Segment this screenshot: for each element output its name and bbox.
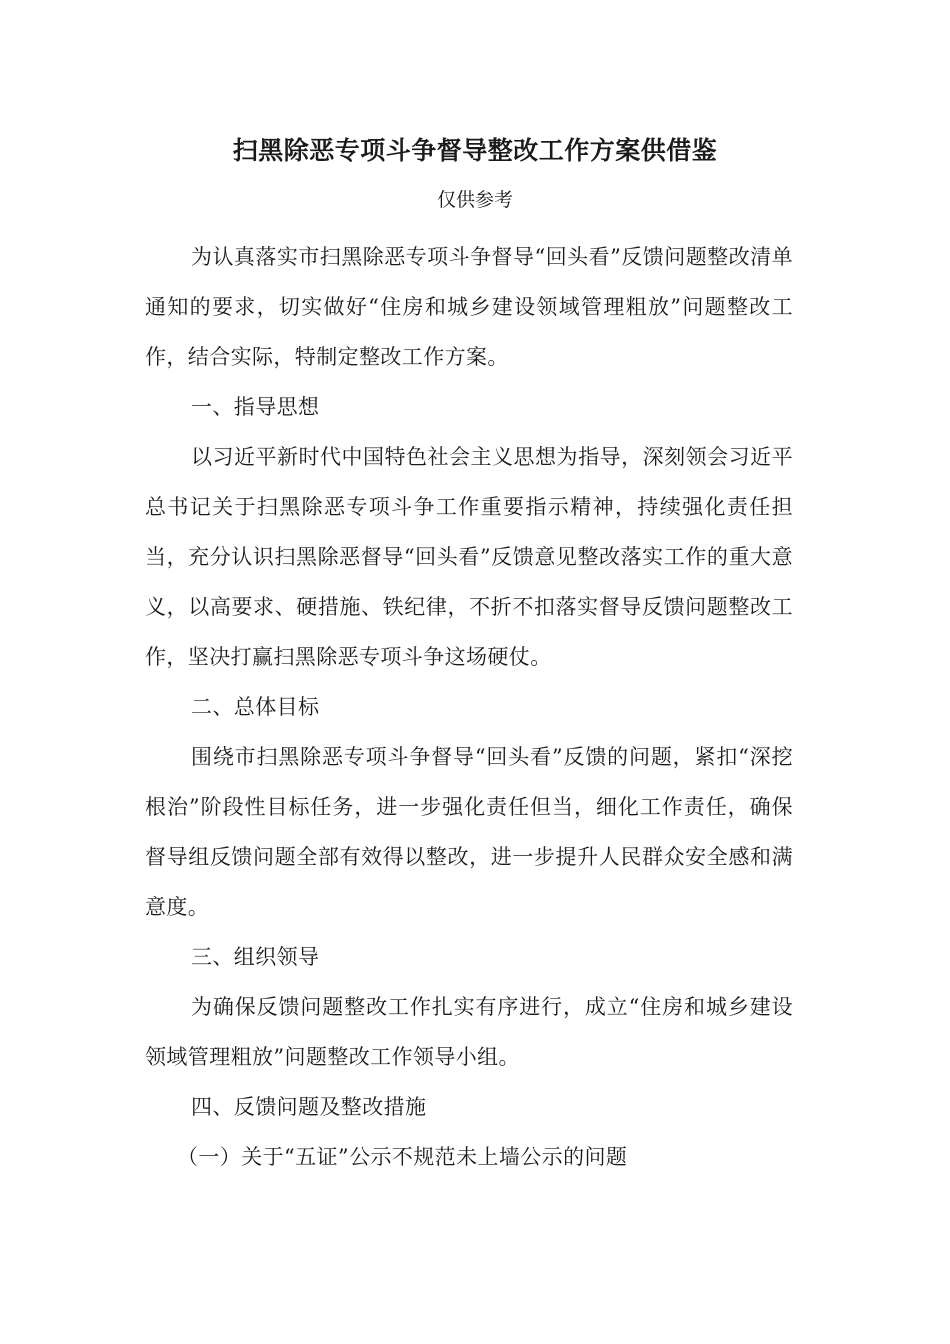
section-heading-organization: 三、组织领导 [191,945,320,969]
organization-paragraph: 为确保反馈问题整改工作扎实有序进行，成立“住房和城乡建设领域管理粗放”问题整改工作领导小组。 [145,995,793,1069]
document-body [145,232,793,1182]
intro-paragraph: 为认真落实市扫黑除恶专项斗争督导“回头看”反馈问题整改清单通知的要求，切实做好“住房和城乡建设领域管理粗放”问题整改工作，结合实际，特制定整改工作方案。 [145,245,793,369]
document-title: 扫黑除恶专项斗争督导整改工作方案供借鉴 [232,136,718,165]
section-heading-overall-goal: 二、总体目标 [191,695,320,719]
document-subtitle: 仅供参考 [436,189,513,211]
overall-goal-paragraph: 围绕市扫黑除恶专项斗争督导“回头看”反馈的问题，紧扣“深挖根治”阶段性目标任务，进一步强化责任但当，细化工作责任，确保督导组反馈问题全部有效得以整改，进一步提升人民群众安全感和满意度。 [145,745,793,919]
guiding-ideology-paragraph: 以习近平新时代中国特色社会主义思想为指导，深刻领会习近平总书记关于扫黑除恶专项斗争工作重要指示精神，持续强化责任担当，充分认识扫黑除恶督导“回头看”反馈意见整改落实工作的重大意义，以高要求、硬措施、铁纪律，不折不扣落实督导反馈问题整改工作，坚决打赢扫黑除恶专项斗争这场硬仗。 [145,445,793,669]
section-heading-feedback-issues: 四、反馈问题及整改措施 [191,1095,427,1119]
subsection-heading-five-certificates: （一）关于“五证”公示不规范未上墙公示的问题 [177,1145,628,1169]
section-heading-guiding-ideology: 一、指导思想 [191,395,320,419]
